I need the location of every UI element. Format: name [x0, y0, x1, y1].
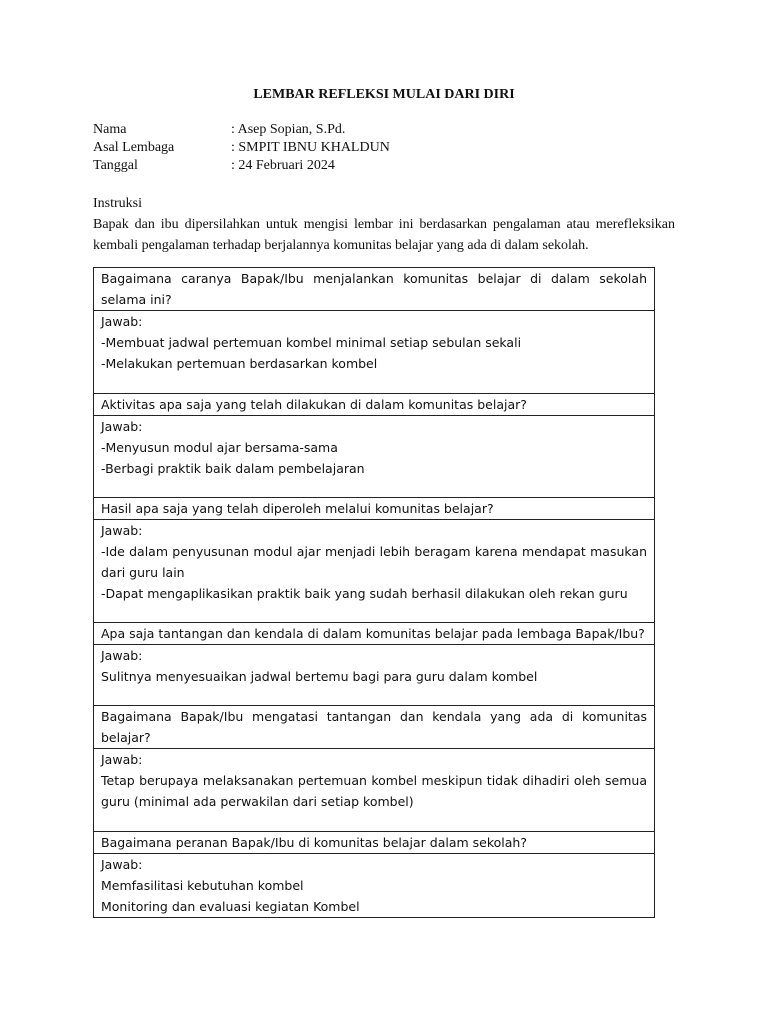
identity-value: : Asep Sopian, S.Pd. — [231, 122, 346, 137]
answer-row — [94, 854, 655, 918]
question-cell: Bagaimana Bapak/Ibu mengatasi tantangan dan kendala yang ada di komunitas belajar? — [94, 706, 655, 749]
document-title: LEMBAR REFLEKSI MULAI DARI DIRI — [253, 87, 515, 102]
answer-line: Memfasilitasi kebutuhan kombel — [101, 878, 304, 893]
question-row — [94, 706, 655, 749]
answer-label: Jawab: — [101, 857, 143, 872]
answer-row — [94, 645, 655, 706]
answer-label: Jawab: — [101, 523, 143, 538]
instructions-heading: Instruksi — [93, 196, 142, 211]
question-row — [94, 623, 655, 645]
question-cell: Bagaimana caranya Bapak/Ibu menjalankan komunitas belajar di dalam sekolah selama ini? — [94, 268, 655, 311]
answer-line: -Dapat mengaplikasikan praktik baik yang sudah berhasil dilakukan oleh rekan guru — [101, 586, 628, 601]
answer-cell — [94, 645, 655, 706]
identity-value: : SMPIT IBNU KHALDUN — [231, 140, 390, 155]
answer-line: -Menyusun modul ajar bersama-sama — [101, 440, 338, 455]
answer-line: -Membuat jadwal pertemuan kombel minimal setiap sebulan sekali — [101, 335, 522, 350]
instructions-block — [93, 193, 675, 256]
answer-label: Jawab: — [101, 648, 143, 663]
answer-row — [94, 749, 655, 832]
identity-row-name — [93, 121, 593, 139]
question-cell: Apa saja tantangan dan kendala di dalam komunitas belajar pada lembaga Bapak/Ibu? — [94, 623, 655, 645]
identity-row-date — [93, 157, 593, 175]
answer-line: Tetap berupaya melaksanakan pertemuan kombel meskipun tidak dihadiri oleh semua guru (minimal ada perwakilan dari setiap kombel) — [101, 773, 647, 809]
answer-line: Sulitnya menyesuaikan jadwal bertemu bagi para guru dalam kombel — [101, 669, 538, 684]
answer-line: -Ide dalam penyusunan modul ajar menjadi lebih beragam karena mendapat masukan dari guru lain — [101, 544, 647, 580]
identity-label: Nama — [93, 122, 127, 137]
identity-row-institution — [93, 139, 593, 157]
question-row — [94, 832, 655, 854]
answer-label: Jawab: — [101, 419, 143, 434]
reflection-table — [93, 267, 655, 918]
answer-label: Jawab: — [101, 752, 143, 767]
identity-block — [93, 121, 593, 175]
answer-line: -Berbagi praktik baik dalam pembelajaran — [101, 461, 365, 476]
answer-cell — [94, 520, 655, 623]
question-row — [94, 268, 655, 311]
question-cell: Aktivitas apa saja yang telah dilakukan di dalam komunitas belajar? — [94, 394, 655, 416]
identity-label: Tanggal — [93, 158, 138, 173]
answer-cell — [94, 749, 655, 832]
answer-label: Jawab: — [101, 314, 143, 329]
identity-label: Asal Lembaga — [93, 140, 175, 155]
answer-line: -Melakukan pertemuan berdasarkan kombel — [101, 356, 378, 371]
identity-value: : 24 Februari 2024 — [231, 158, 335, 173]
answer-row — [94, 416, 655, 498]
question-row — [94, 498, 655, 520]
answer-cell — [94, 854, 655, 918]
question-cell: Hasil apa saja yang telah diperoleh melalui komunitas belajar? — [94, 498, 655, 520]
instructions-body: Bapak dan ibu dipersilahkan untuk mengisi lembar ini berdasarkan pengalaman atau merefleksikan kembali pengalaman terhadap berjalannya komunitas belajar yang ada di dalam sekolah. — [93, 217, 675, 253]
answer-cell — [94, 311, 655, 394]
answer-line: Monitoring dan evaluasi kegiatan Kombel — [101, 899, 360, 914]
question-row — [94, 394, 655, 416]
answer-row — [94, 520, 655, 623]
answer-row — [94, 311, 655, 394]
question-cell: Bagaimana peranan Bapak/Ibu di komunitas belajar dalam sekolah? — [94, 832, 655, 854]
answer-cell — [94, 416, 655, 498]
